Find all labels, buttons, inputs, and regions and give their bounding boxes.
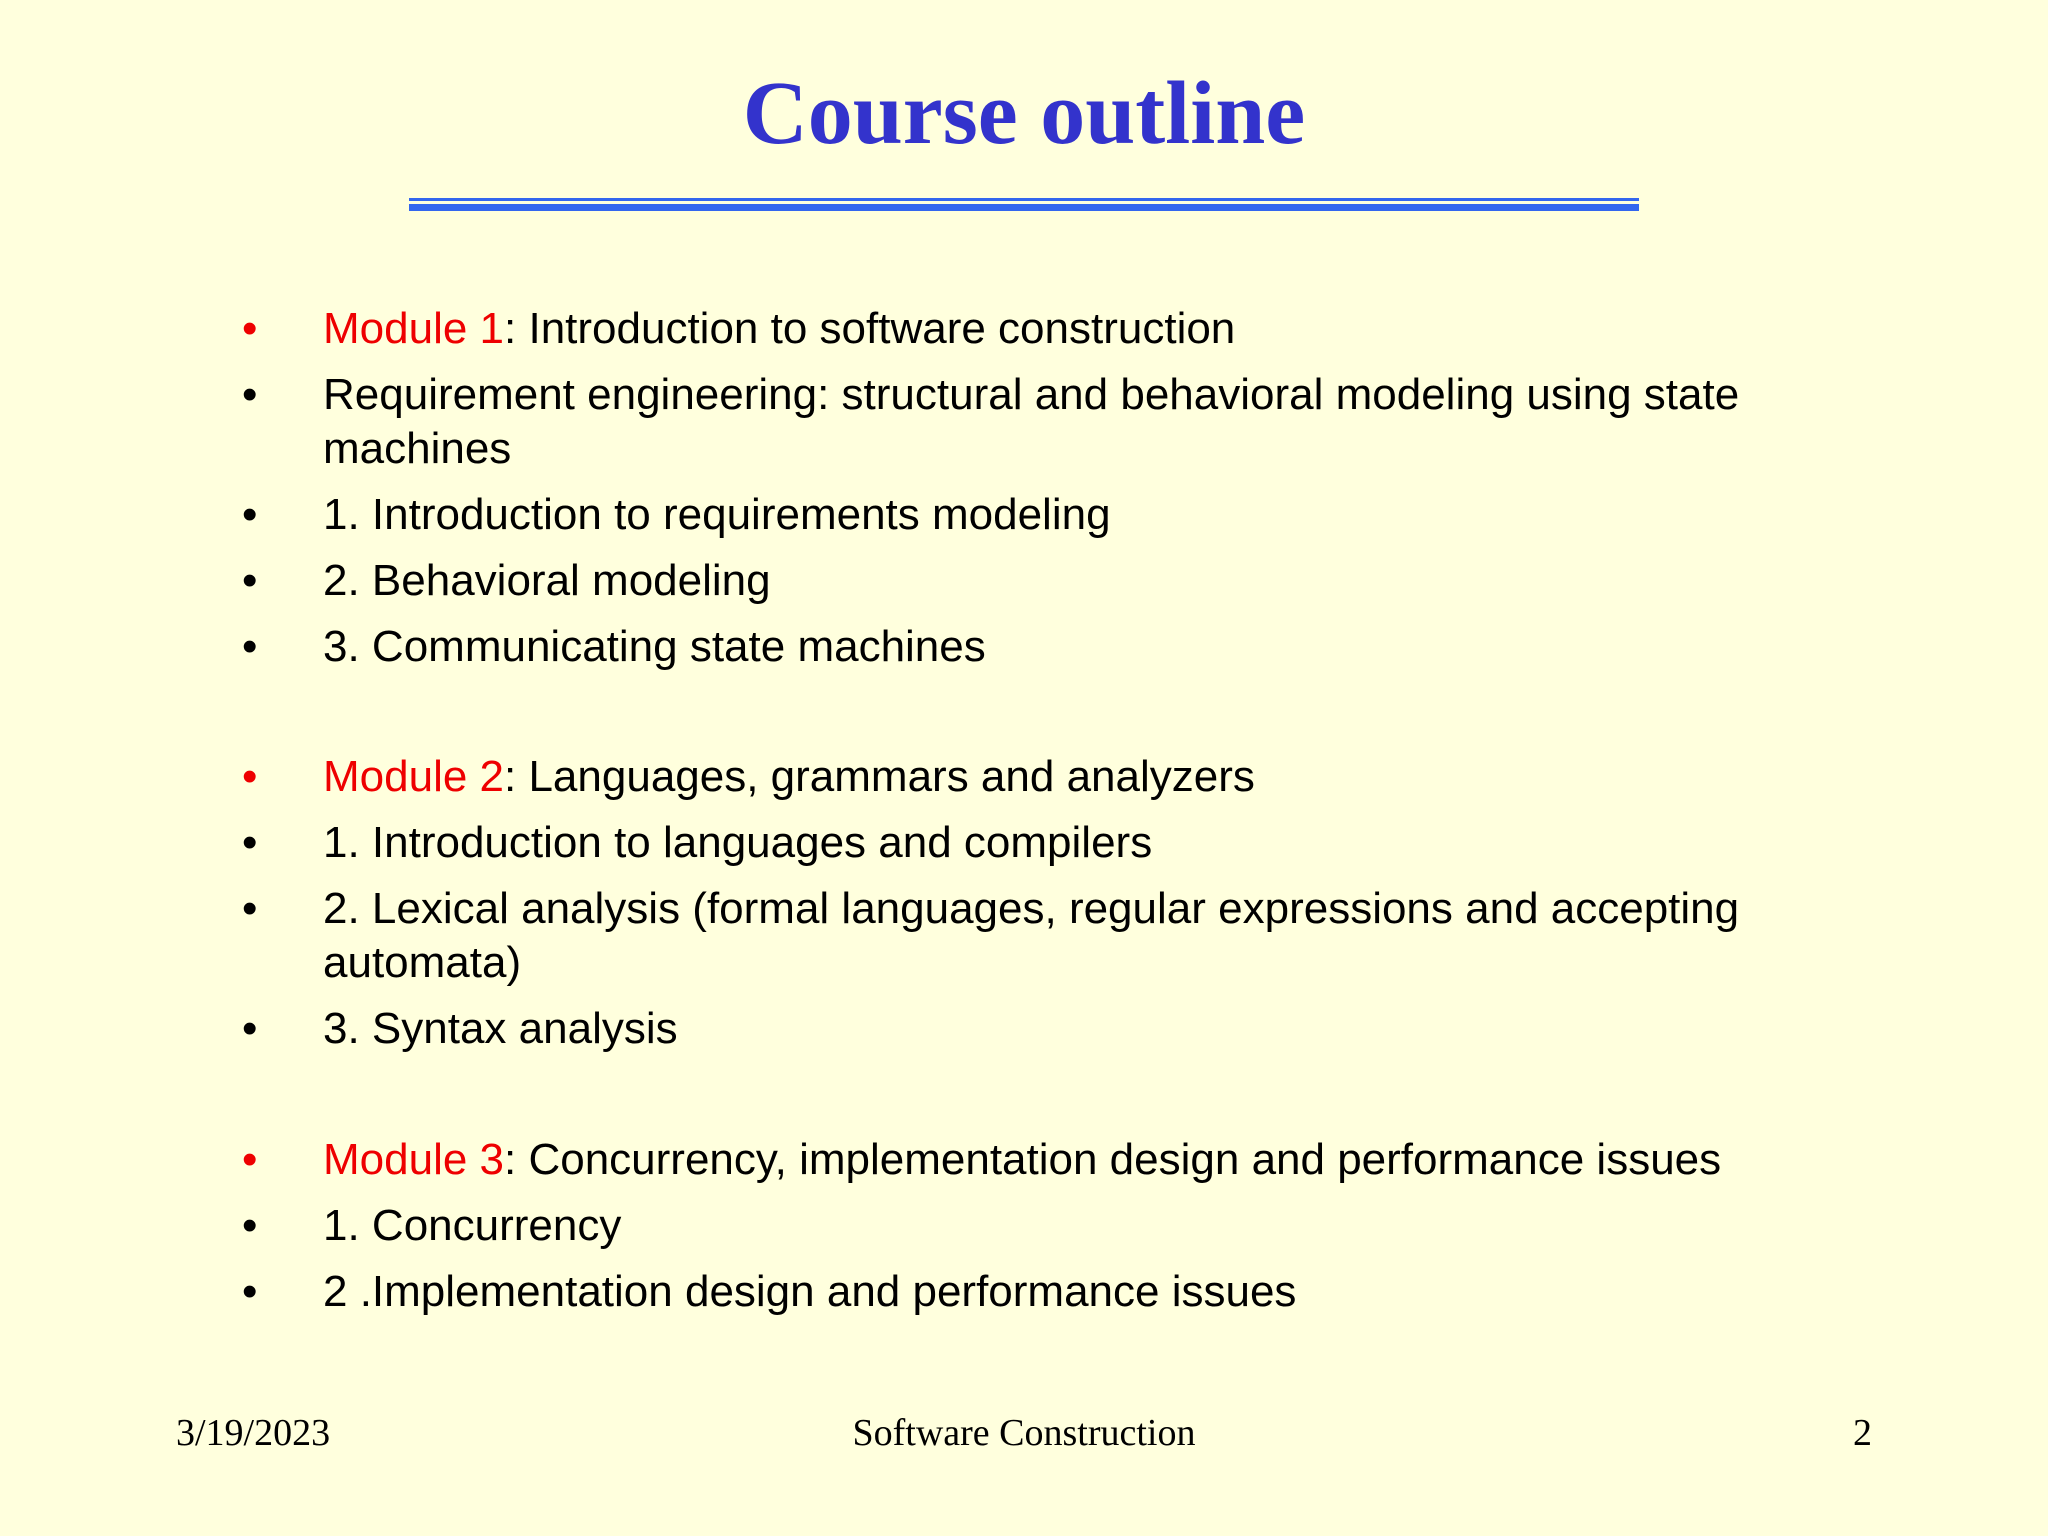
- module-description: : Languages, grammars and analyzers: [504, 752, 1255, 801]
- list-item-text: 3. Communicating state machines: [323, 622, 986, 671]
- title-underline-thick: [409, 204, 1639, 211]
- list-item-text: 2. Behavioral modeling: [323, 556, 771, 605]
- list-item-text: Requirement engineering: structural and behavioral modeling using state machines: [323, 370, 1740, 473]
- bullet-icon: •: [242, 490, 258, 539]
- list-item-text: [323, 750, 1803, 804]
- list-item-text: [323, 1133, 1803, 1187]
- title-underline: [409, 198, 1639, 212]
- bullet-icon: •: [242, 370, 258, 419]
- module-label: Module 3: [323, 1135, 505, 1184]
- list-item-text: 3. Syntax analysis: [323, 1004, 678, 1053]
- bullet-icon: •: [242, 1201, 258, 1250]
- slide-title: Course outline: [742, 64, 1306, 163]
- module-label: Module 1: [323, 304, 505, 353]
- list-item-text: 1. Introduction to requirements modeling: [323, 490, 1111, 539]
- bullet-icon: •: [242, 622, 258, 671]
- footer-date: 3/19/2023: [176, 1412, 331, 1454]
- module-description: : Introduction to software construction: [504, 304, 1236, 353]
- bullet-icon: •: [242, 556, 258, 605]
- list-item-text: 1. Introduction to languages and compilers: [323, 818, 1153, 867]
- bullet-icon: •: [242, 304, 258, 353]
- title-underline-thin: [409, 198, 1639, 201]
- bullet-icon: •: [242, 1004, 258, 1053]
- module-description: : Concurrency, implementation design and performance issues: [504, 1135, 1722, 1184]
- footer-course-title: Software Construction: [852, 1412, 1196, 1454]
- footer-page-number: 2: [1853, 1412, 1872, 1454]
- bullet-icon: •: [242, 752, 258, 801]
- list-item-text: 2 .Implementation design and performance issues: [323, 1267, 1297, 1316]
- list-item-text: 2. Lexical analysis (formal languages, regular expressions and accepting automata): [323, 884, 1740, 987]
- list-item-text: 1. Concurrency: [323, 1201, 622, 1250]
- bullet-icon: •: [242, 1267, 258, 1316]
- bullet-icon: •: [242, 884, 258, 933]
- bullet-icon: •: [242, 818, 258, 867]
- module-label: Module 2: [323, 752, 505, 801]
- bullet-icon: •: [242, 1135, 258, 1184]
- list-item-text: [323, 302, 1803, 356]
